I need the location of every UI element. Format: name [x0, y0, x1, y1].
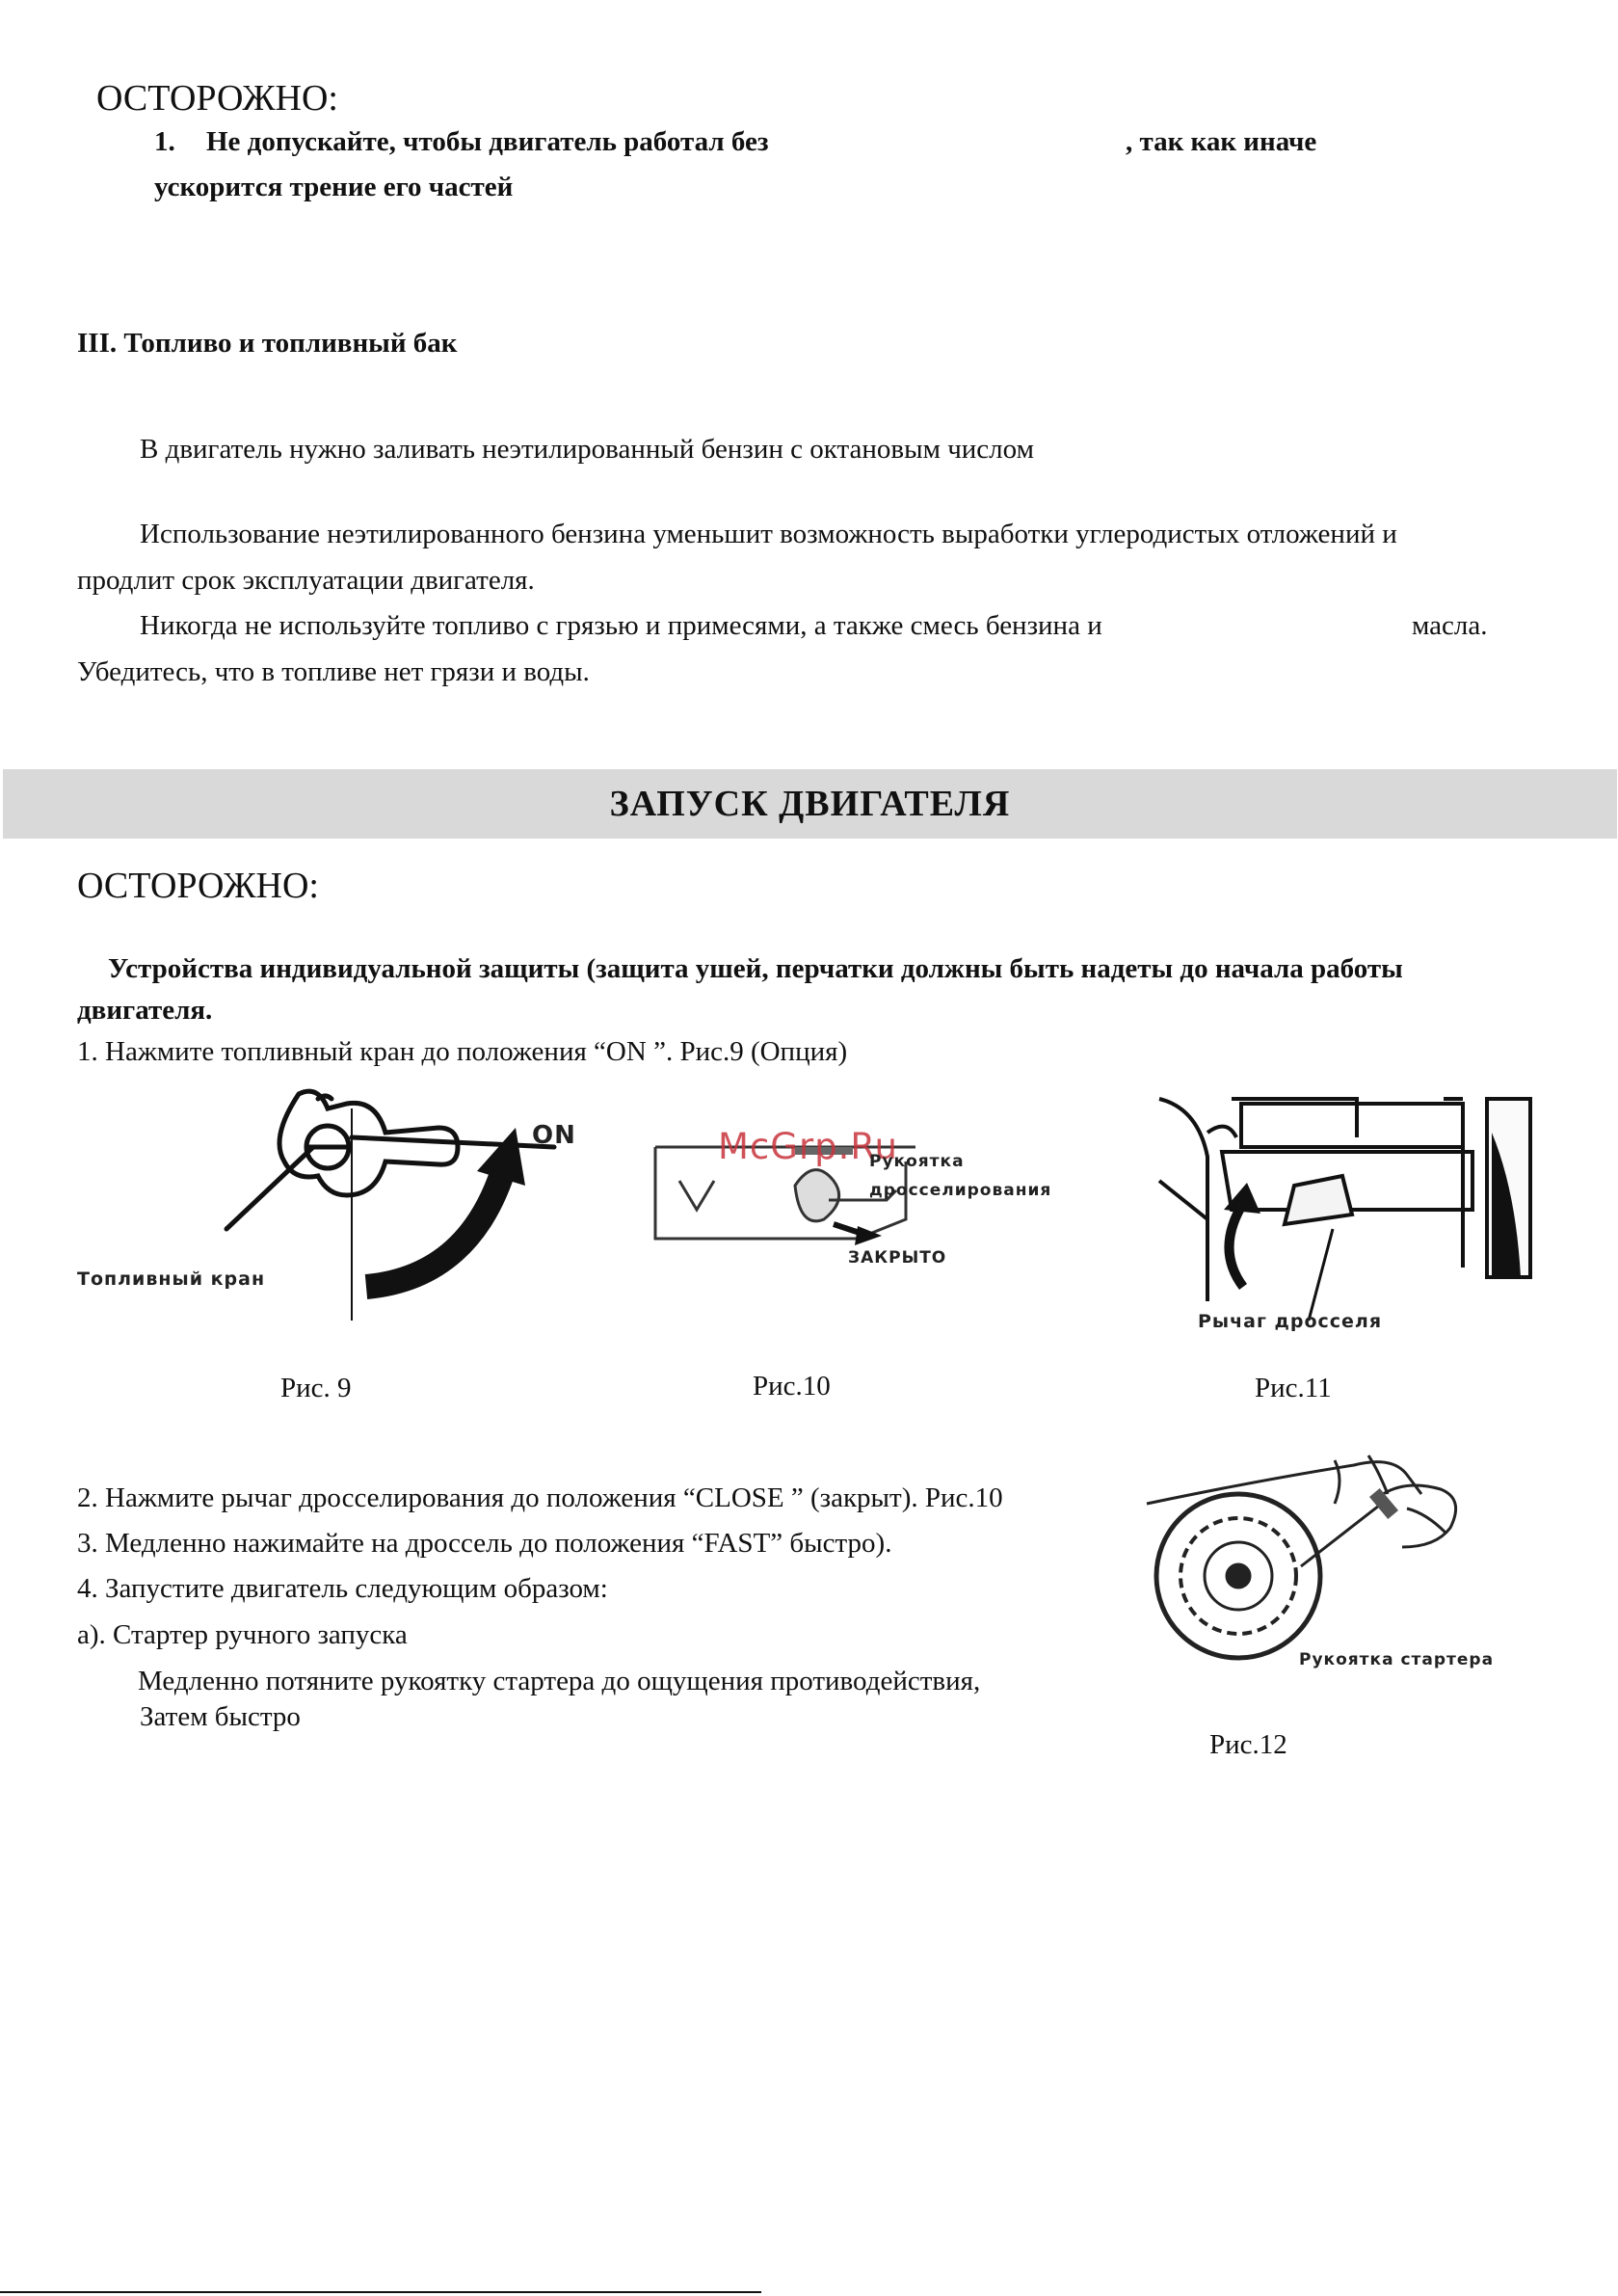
fig9-label-on: ON	[532, 1121, 576, 1150]
fig12-label-handle: Рукоятка стартера	[1299, 1650, 1495, 1669]
section-banner-title: ЗАПУСК ДВИГАТЕЛЯ	[609, 784, 1011, 824]
fuel-paragraph-1: В двигатель нужно заливать неэтилированный бензин с октановым числом	[140, 434, 1034, 465]
start-warning-line-1: Устройства индивидуальной защиты (защита ушей, перчатки должны быть надеты до начала работы	[108, 953, 1403, 984]
step-4a: а). Стартер ручного запуска	[77, 1619, 408, 1650]
caution-item-text-c: ускорится трение его частей	[154, 172, 514, 202]
fuel-paragraph-3-line-1a: Никогда не используйте топливо с грязью и примесями, а также смесь бензина и	[140, 610, 1102, 641]
start-caution-title: ОСТОРОЖНО:	[77, 866, 319, 906]
fig10-caption: Рис.10	[753, 1371, 831, 1402]
start-warning-line-2: двигателя.	[77, 995, 213, 1026]
step-3: 3. Медленно нажимайте на дроссель до положения “FAST” быстро).	[77, 1528, 892, 1559]
fuel-paragraph-2-line-1: Использование неэтилированного бензина уменьшит возможность выработки углеродистых отложений и	[140, 519, 1397, 549]
fig11-caption: Рис.11	[1255, 1373, 1332, 1403]
fig12-caption: Рис.12	[1209, 1729, 1287, 1760]
fuel-paragraph-2-line-2: продлит срок эксплуатации двигателя.	[77, 565, 535, 596]
fig9-fuel-valve-illustration	[72, 1080, 593, 1330]
fig10-label-handle-line-1: Рукоятка	[869, 1152, 965, 1171]
caution-item-number: 1.	[154, 126, 175, 157]
step-4: 4. Запустите двигатель следующим образом:	[77, 1573, 608, 1604]
caution-item-text-b: , так как иначе	[1126, 126, 1317, 157]
fig10-label-closed: ЗАКРЫТО	[848, 1248, 947, 1268]
fuel-paragraph-3-line-1b: масла.	[1412, 610, 1488, 641]
fig9-caption: Рис. 9	[280, 1373, 352, 1403]
watermark: McGrp.Ru	[718, 1126, 898, 1167]
step-4a-text-line-1: Медленно потяните рукоятку стартера до ощущения противодействия,	[138, 1666, 981, 1696]
fig10-label-handle-line-2: дросселирования	[869, 1181, 1052, 1200]
caution-item-text-a: Не допускайте, чтобы двигатель работал без	[206, 126, 769, 157]
footer-rule	[0, 2291, 761, 2293]
step-2: 2. Нажмите рычаг дросселирования до положения “CLOSE ” (закрыт). Рис.10	[77, 1482, 1003, 1513]
step-1: 1. Нажмите топливный кран до положения “ON ”. Рис.9 (Опция)	[77, 1036, 848, 1067]
fig9-label-valve: Топливный кран	[77, 1268, 266, 1290]
fuel-heading: III. Топливо и топливный бак	[77, 328, 458, 359]
caution-title: ОСТОРОЖНО:	[96, 78, 338, 119]
fuel-paragraph-3-line-2: Убедитесь, что в топливе нет грязи и воды.	[77, 656, 590, 687]
fig12-recoil-starter-illustration	[1142, 1451, 1489, 1658]
fig11-choke-lever-illustration	[1154, 1094, 1540, 1301]
section-banner	[3, 769, 1617, 839]
step-4a-text-line-2: Затем быстро	[140, 1701, 301, 1732]
fig11-label-lever: Рычаг дросселя	[1198, 1311, 1383, 1332]
